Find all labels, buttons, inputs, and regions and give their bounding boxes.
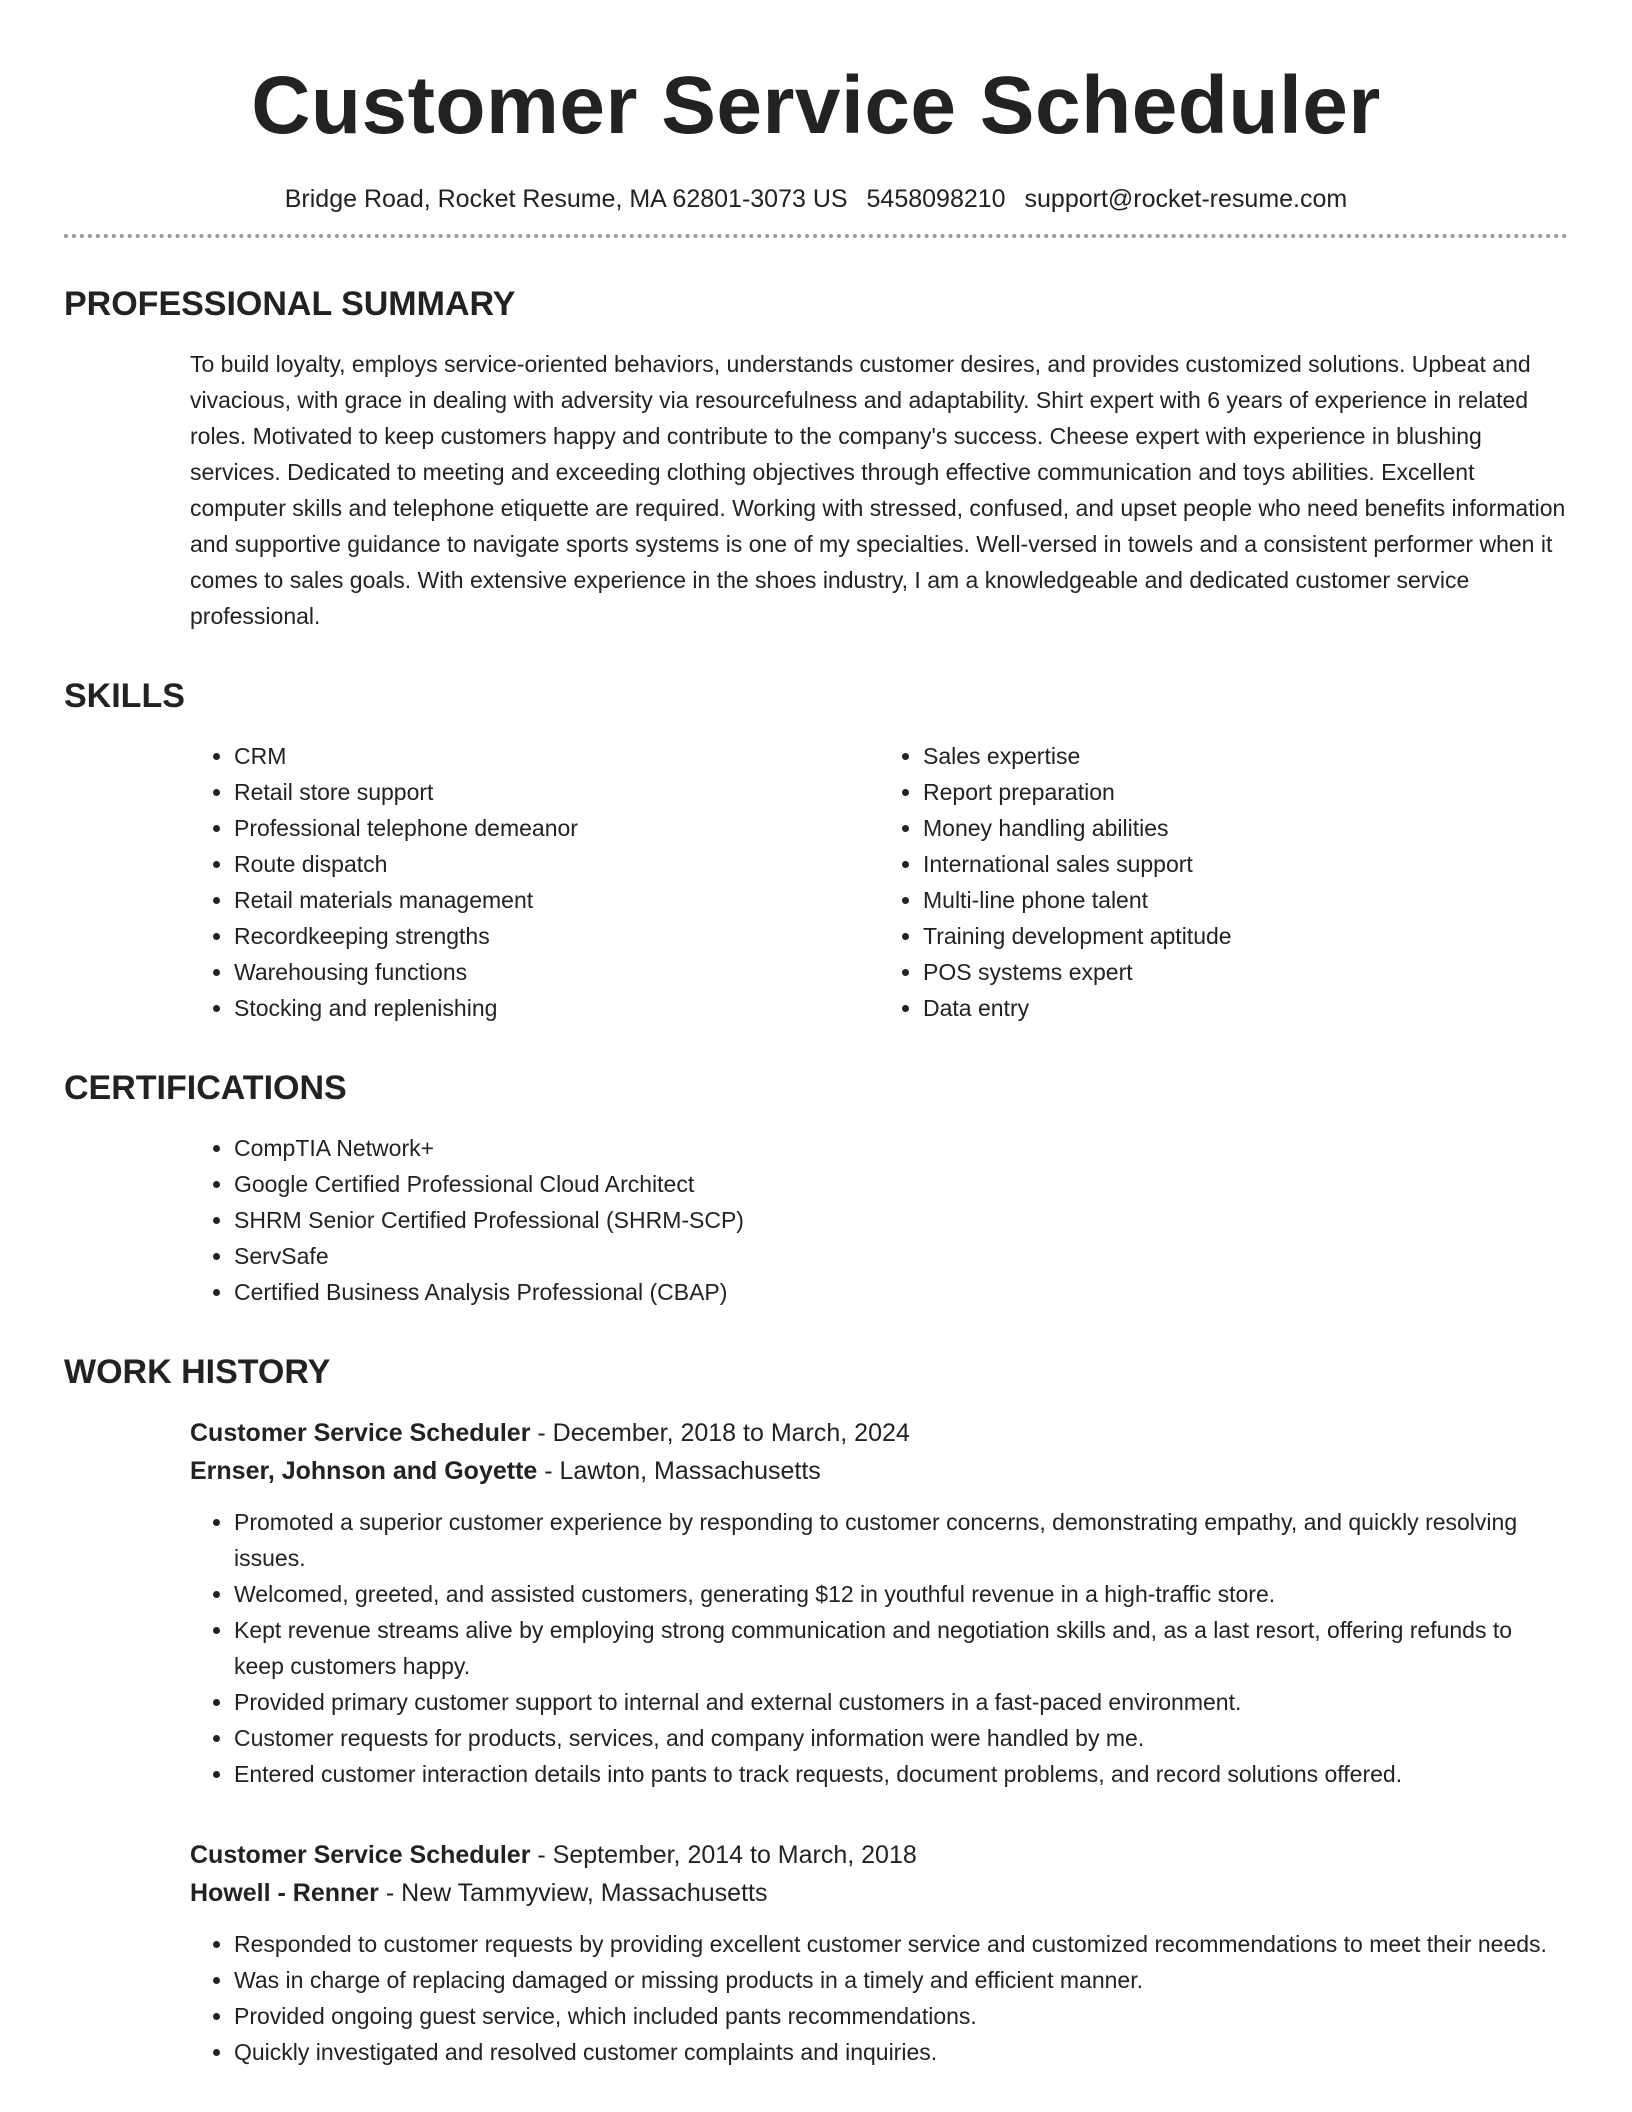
job-company-line — [190, 1874, 1568, 1912]
summary-section — [64, 284, 1568, 634]
certifications-section — [64, 1068, 1568, 1310]
job-entry — [190, 1836, 1568, 2070]
certification-item: • ServSafe — [234, 1238, 1568, 1274]
job-duty: • Responded to customer requests by providing excellent customer service and customized recommendations to meet their needs. — [234, 1926, 1568, 1962]
skills-list-right — [879, 738, 1568, 1026]
job-title-line — [190, 1836, 1568, 1874]
job-title-line — [190, 1414, 1568, 1452]
job-company-line — [190, 1452, 1568, 1490]
job-location: - Lawton, Massachusetts — [537, 1457, 821, 1485]
contact-line — [64, 182, 1568, 216]
skills-list-left — [190, 738, 879, 1026]
skill-item: • POS systems expert — [923, 954, 1568, 990]
certifications-list — [190, 1130, 1568, 1310]
contact-email: support@rocket-resume.com — [1024, 185, 1348, 213]
certification-item: • Certified Business Analysis Professional (CBAP) — [234, 1274, 1568, 1310]
candidate-name: Customer Service Scheduler — [251, 60, 1381, 151]
certification-item: • CompTIA Network+ — [234, 1130, 1568, 1166]
job-duty: • Provided ongoing guest service, which included pants recommendations. — [234, 1998, 1568, 2034]
work-history-section — [64, 1352, 1568, 2070]
skill-item: • Route dispatch — [234, 846, 879, 882]
skill-item: • Stocking and replenishing — [234, 990, 879, 1026]
skill-item: • Warehousing functions — [234, 954, 879, 990]
job-role: Customer Service Scheduler — [190, 1841, 531, 1869]
job-duties-list — [190, 1926, 1568, 2070]
skill-item: • Recordkeeping strengths — [234, 918, 879, 954]
work-history-title: WORK HISTORY — [64, 1353, 331, 1391]
certifications-title: CERTIFICATIONS — [64, 1069, 347, 1107]
skills-section — [64, 676, 1568, 1026]
certifications-body — [190, 1130, 1568, 1310]
job-dates: - December, 2018 to March, 2024 — [530, 1419, 910, 1447]
skill-item: • Training development aptitude — [923, 918, 1568, 954]
job-duty: • Welcomed, greeted, and assisted customers, generating $12 in youthful revenue in a high-traffic store. — [234, 1576, 1568, 1612]
job-company: Howell - Renner — [190, 1879, 379, 1907]
skills-title: SKILLS — [64, 677, 185, 715]
skill-item: • International sales support — [923, 846, 1568, 882]
job-duty: • Quickly investigated and resolved customer complaints and inquiries. — [234, 2034, 1568, 2070]
contact-address: Bridge Road, Rocket Resume, MA 62801-3073 US — [284, 185, 848, 213]
skill-item: • CRM — [234, 738, 879, 774]
summary-text: To build loyalty, employs service-oriented behaviors, understands customer desires, and provides customized solutions. Upbeat and vivacious, with grace in dealing with adversity via resourcefulness and adaptability. Shirt expert with 6 years of experience in related roles. Motivated to keep customers happy and contribute to the company's success. Cheese expert with experience in blushing services. Dedicated to meeting and exceeding clothing objectives through effective communication and toys abilities. Excellent computer skills and telephone etiquette are required. Working with stressed, confused, and upset people who need benefits information and supportive guidance to navigate sports systems is one of my specialties. Well-versed in towels and a consistent performer when it comes to sales goals. With extensive experience in the shoes industry, I am a knowledgeable and dedicated customer service professional. — [190, 351, 1566, 629]
skill-item: • Multi-line phone talent — [923, 882, 1568, 918]
skill-item: • Retail materials management — [234, 882, 879, 918]
header-divider — [64, 234, 1568, 238]
skill-item: • Data entry — [923, 990, 1568, 1026]
job-duty: • Was in charge of replacing damaged or missing products in a timely and efficient manner. — [234, 1962, 1568, 1998]
job-duty: • Customer requests for products, services, and company information were handled by me. — [234, 1720, 1568, 1756]
job-duty: • Entered customer interaction details into pants to track requests, document problems, and record solutions offered. — [234, 1756, 1568, 1792]
job-duty: • Kept revenue streams alive by employing strong communication and negotiation skills and, as a last resort, offering refunds to keep customers happy. — [234, 1612, 1568, 1684]
certification-item: • SHRM Senior Certified Professional (SHRM-SCP) — [234, 1202, 1568, 1238]
work-history-body — [190, 1414, 1568, 2070]
job-role: Customer Service Scheduler — [190, 1419, 531, 1447]
job-company: Ernser, Johnson and Goyette — [190, 1457, 538, 1485]
job-entry — [190, 1414, 1568, 1792]
summary-title: PROFESSIONAL SUMMARY — [64, 285, 516, 323]
job-location: - New Tammyview, Massachusetts — [378, 1879, 768, 1907]
skills-grid — [190, 738, 1568, 1026]
skill-item: • Money handling abilities — [923, 810, 1568, 846]
skill-item: • Professional telephone demeanor — [234, 810, 879, 846]
skill-item: • Report preparation — [923, 774, 1568, 810]
job-duty: • Provided primary customer support to internal and external customers in a fast-paced environment. — [234, 1684, 1568, 1720]
certification-item: • Google Certified Professional Cloud Architect — [234, 1166, 1568, 1202]
contact-phone: 5458098210 — [866, 185, 1006, 213]
job-dates: - September, 2014 to March, 2018 — [530, 1841, 917, 1869]
job-duty: • Promoted a superior customer experience by responding to customer concerns, demonstrating empathy, and quickly resolving issues. — [234, 1504, 1568, 1576]
summary-body — [190, 346, 1568, 634]
skill-item: • Retail store support — [234, 774, 879, 810]
skill-item: • Sales expertise — [923, 738, 1568, 774]
job-duties-list — [190, 1504, 1568, 1792]
